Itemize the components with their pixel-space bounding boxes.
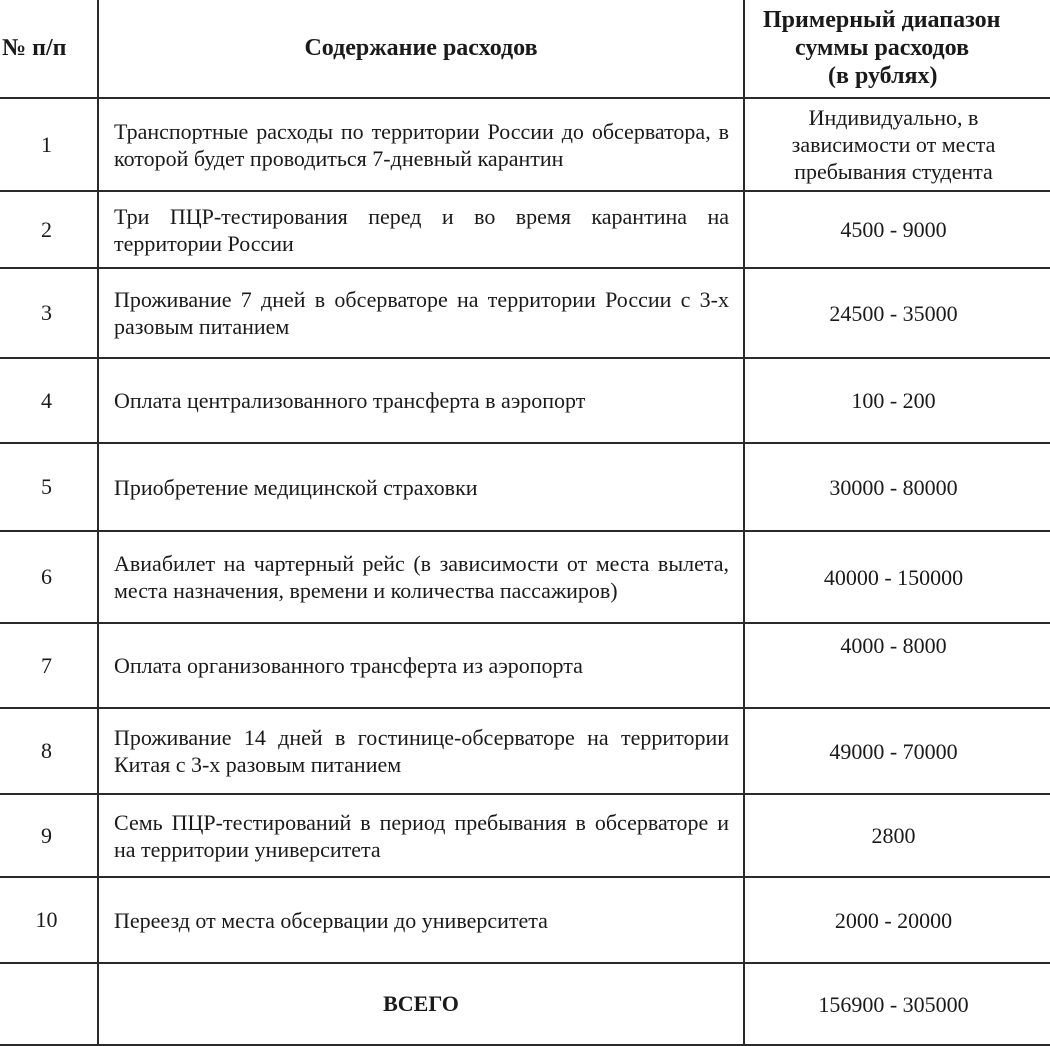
table-row: [0, 98, 1050, 191]
row-amount: 49000 - 70000: [744, 708, 1050, 794]
row-amount: 4000 - 8000: [744, 623, 1050, 708]
row-number: 8: [0, 708, 98, 794]
row-amount: 24500 - 35000: [744, 268, 1050, 358]
total-row: [0, 963, 1050, 1045]
row-description: Три ПЦР-тестирования перед и во время карантина на территории России: [98, 191, 744, 268]
table-row: [0, 708, 1050, 794]
header-amount-line: суммы расходов: [795, 34, 970, 61]
header-amount-range: [744, 0, 1050, 98]
row-amount: 2800: [744, 794, 1050, 877]
table-row: [0, 443, 1050, 531]
row-number: 5: [0, 443, 98, 531]
row-number: 2: [0, 191, 98, 268]
row-number: 6: [0, 531, 98, 623]
row-number: 1: [0, 98, 98, 191]
row-description: Оплата организованного трансферта из аэропорта: [98, 623, 744, 708]
row-amount: 30000 - 80000: [744, 443, 1050, 531]
row-number: 4: [0, 358, 98, 443]
row-description: Оплата централизованного трансферта в аэропорт: [98, 358, 744, 443]
row-amount-line: Индивидуально, в: [808, 105, 979, 130]
header-amount-line: (в рублях): [828, 62, 938, 89]
table-row: [0, 623, 1050, 708]
row-number: 9: [0, 794, 98, 877]
row-amount-line: зависимости от места: [791, 132, 996, 157]
header-number: № п/п: [0, 0, 98, 98]
header-description: Содержание расходов: [98, 0, 744, 98]
row-description: Приобретение медицинской страховки: [98, 443, 744, 531]
table-row: [0, 531, 1050, 623]
total-number-cell: [0, 963, 98, 1045]
table-row: [0, 268, 1050, 358]
row-number: 7: [0, 623, 98, 708]
total-amount: 156900 - 305000: [744, 963, 1050, 1045]
row-amount-line: пребывания студента: [794, 159, 993, 184]
row-description: Переезд от места обсервации до университета: [98, 877, 744, 963]
row-description: Транспортные расходы по территории России до обсерватора, в которой будет проводиться 7-дневный карантин: [98, 98, 744, 191]
row-description: Проживание 7 дней в обсерваторе на территории России с 3-х разовым питанием: [98, 268, 744, 358]
table-row: [0, 877, 1050, 963]
total-label: ВСЕГО: [98, 963, 744, 1045]
row-description: Семь ПЦР-тестирований в период пребывания в обсерваторе и на территории университета: [98, 794, 744, 877]
header-amount-line: Примерный диапазон: [763, 6, 1001, 33]
table-row: [0, 358, 1050, 443]
table-row: [0, 794, 1050, 877]
row-amount: 2000 - 20000: [744, 877, 1050, 963]
row-number: 10: [0, 877, 98, 963]
row-amount: 100 - 200: [744, 358, 1050, 443]
row-amount: 40000 - 150000: [744, 531, 1050, 623]
row-number: 3: [0, 268, 98, 358]
row-description: Проживание 14 дней в гостинице-обсерваторе на территории Китая с 3-х разовым питанием: [98, 708, 744, 794]
table-row: [0, 191, 1050, 268]
row-amount: [744, 98, 1050, 191]
row-description: Авиабилет на чартерный рейс (в зависимости от места вылета, места назначения, времени и количества пассажиров): [98, 531, 744, 623]
header-row: [0, 0, 1050, 98]
row-amount: 4500 - 9000: [744, 191, 1050, 268]
